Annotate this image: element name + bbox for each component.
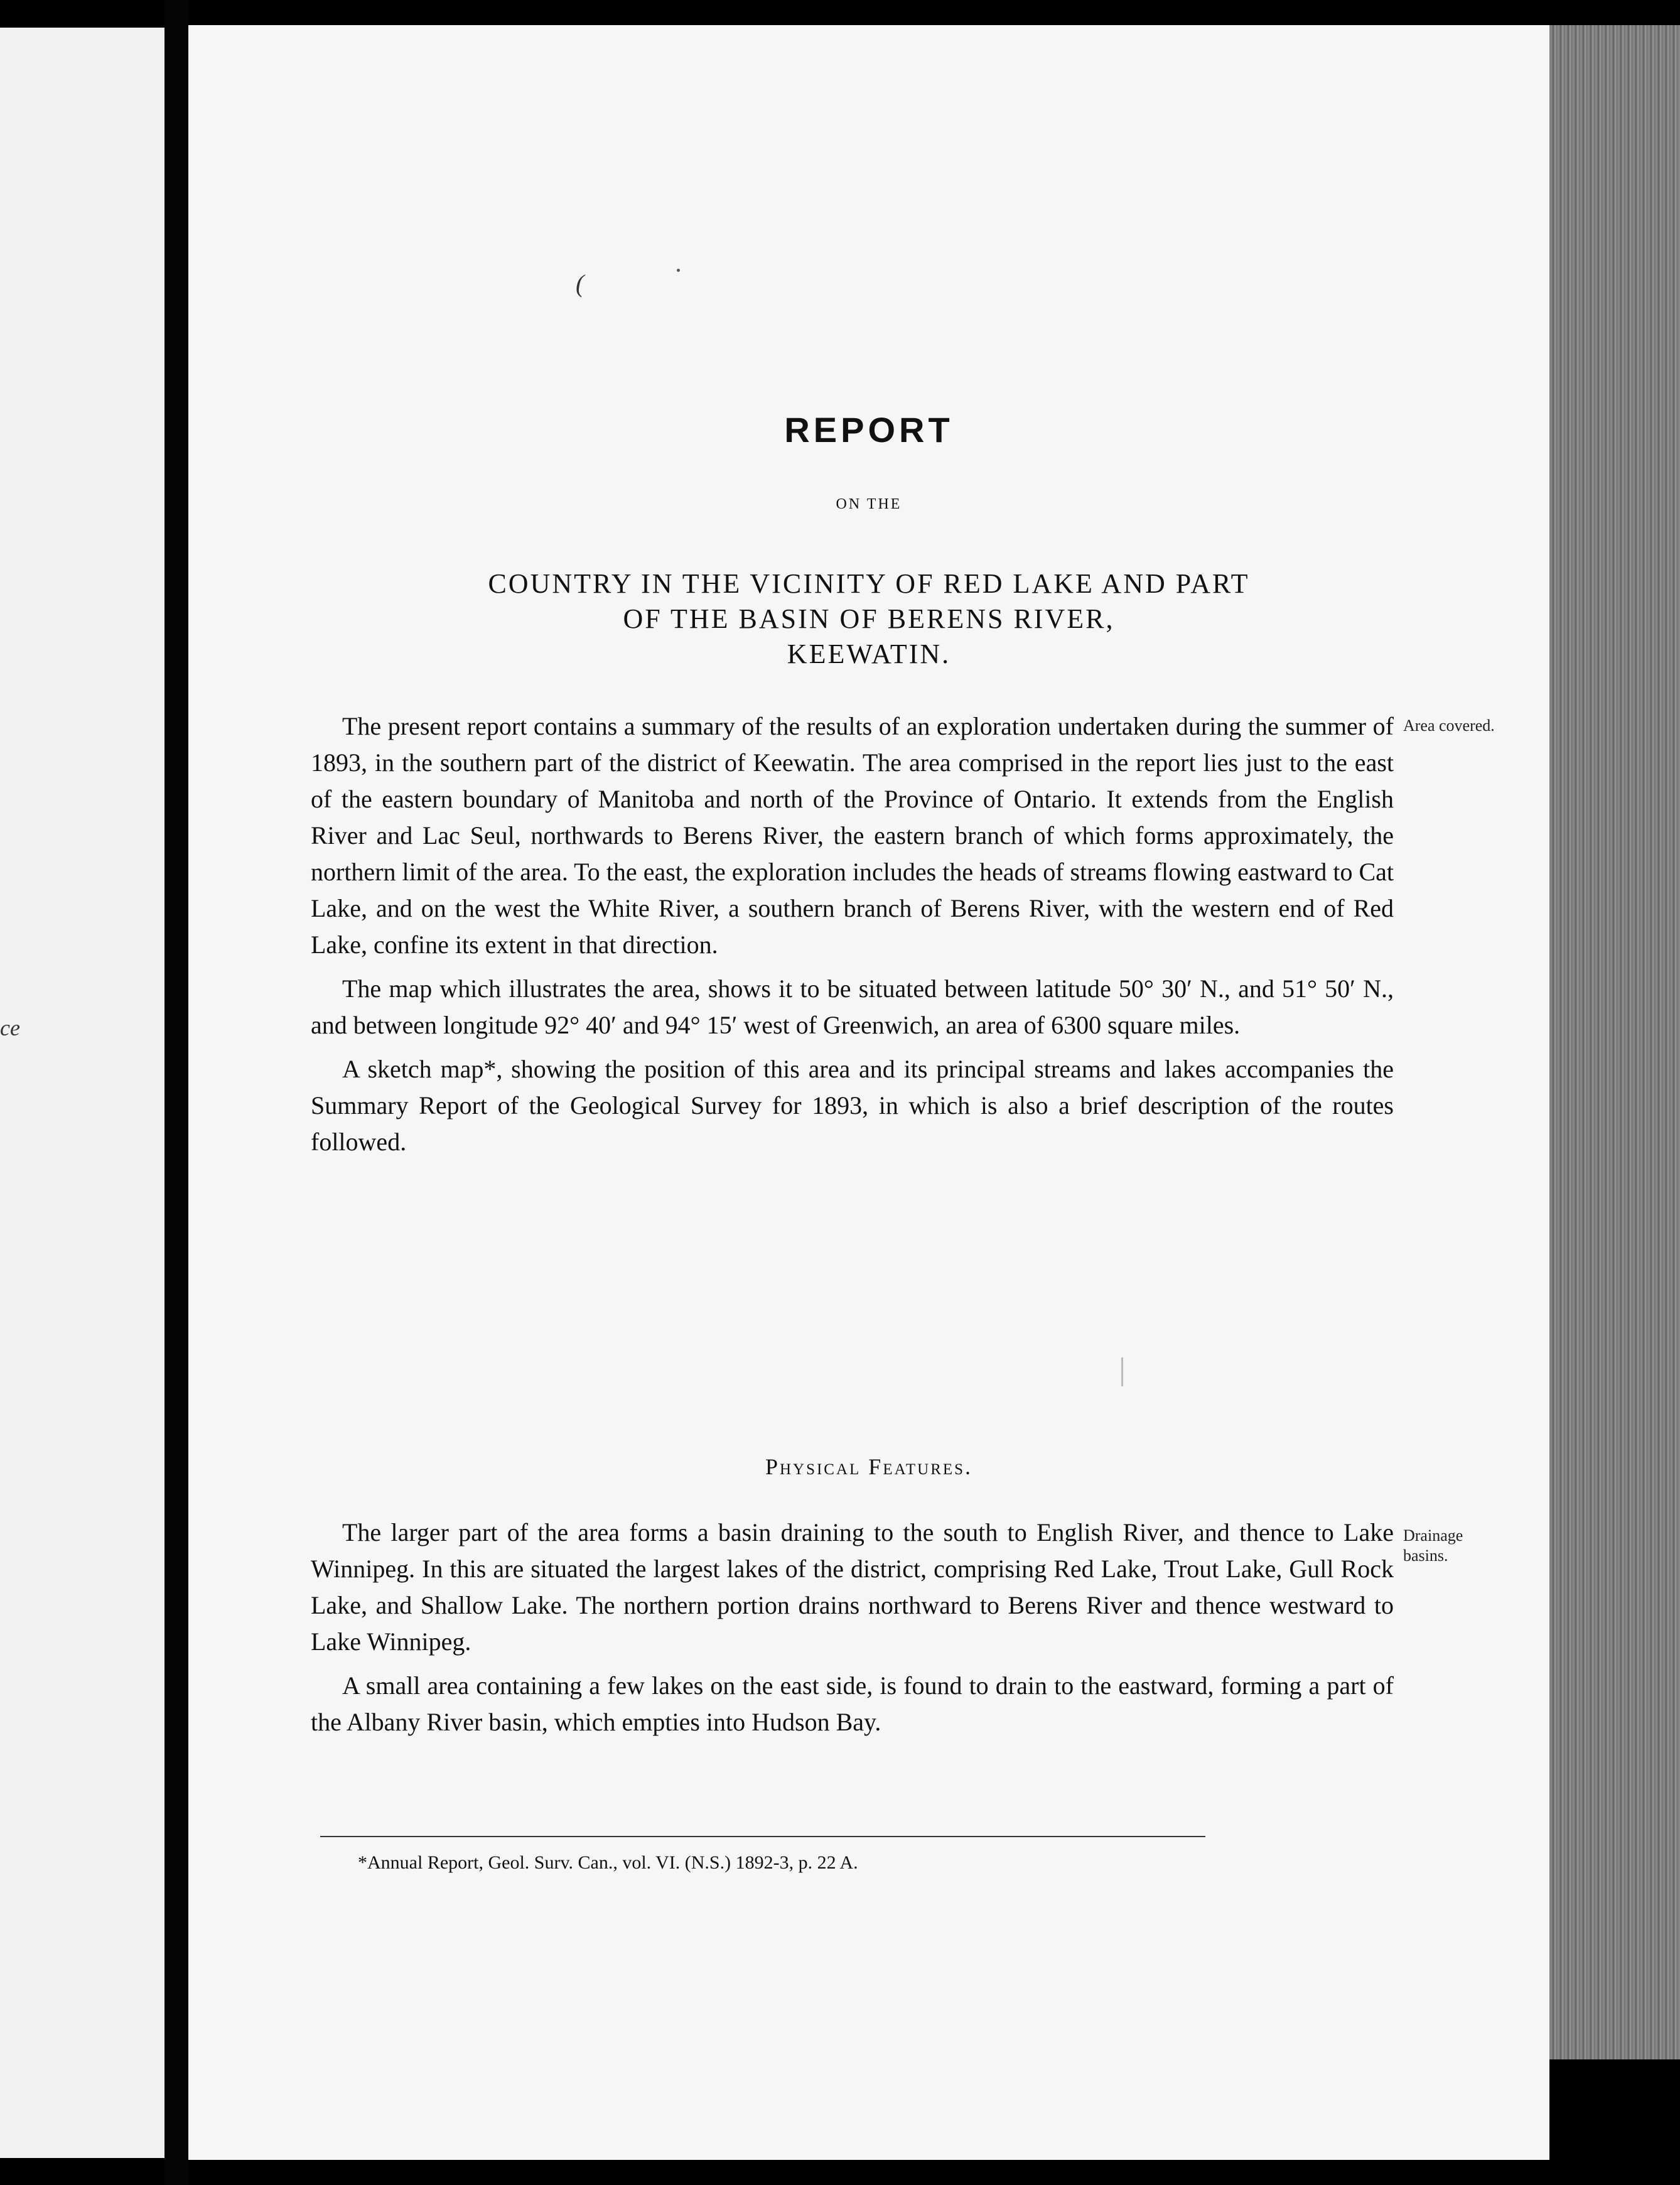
intro-paragraph-3: A sketch map*, showing the position of this area and its principal streams and lakes accompanies the Summary Report of the Geological Survey for 1893, in which is also a brief description of the routes followed. (311, 1055, 1394, 1156)
intro-section (311, 708, 1394, 1168)
intro-paragraph-2: The map which illustrates the area, shows it to be situated between latitude 50° 30′ N., and 51° 50′ N., and between longitude 92° 40′ and 94° 15′ west of Greenwich, an area of 6300 square miles. (311, 974, 1394, 1039)
subtitle-line-1: COUNTRY IN THE VICINITY OF RED LAKE AND PART (488, 568, 1250, 599)
subtitle-line-3: KEEWATIN. (787, 639, 951, 669)
physical-features-section (311, 1514, 1394, 1748)
stray-tick-mark (1121, 1357, 1123, 1386)
sidenote-drainage-basins (1403, 1526, 1463, 1566)
footnote-rule (320, 1836, 1205, 1837)
subtitle-line-2: OF THE BASIN OF BERENS RIVER, (623, 603, 1115, 634)
sidenote-drainage-line-2: basins. (1403, 1546, 1448, 1565)
intro-paragraph-1: The present report contains a summary of the results of an exploration undertaken during the summer of 1893, in the southern part of the district of Keewatin. The area comprised in the report lies just to the east of the eastern boundary of Manitoba and north of the Province of Ontario. It extends from the English River and Lac Seul, northwards to Berens River, the eastern branch of which forms approximately, the northern limit of the area. To the east, the exploration includes the heads of streams flowing eastward to Cat Lake, and on the west the White River, a southern branch of Berens River, with the western end of Red Lake, confine its extent in that direction. (311, 712, 1394, 959)
facing-page (0, 28, 164, 2158)
book-gutter (164, 0, 188, 2185)
section-heading-physical-features: Physical Features. (765, 1454, 973, 1479)
stray-pen-mark: ( (576, 269, 584, 298)
facing-page-margin-fragment: ce (0, 1015, 20, 1040)
stray-dot-mark (677, 269, 680, 272)
page-edges (1549, 25, 1680, 2059)
report-subtitle (188, 566, 1549, 672)
footnote: *Annual Report, Geol. Surv. Can., vol. VI. (N.S.) 1892-3, p. 22 A. (358, 1852, 858, 1873)
page-edges-shadow (1549, 2059, 1680, 2185)
document-page (188, 25, 1549, 2160)
physical-paragraph-1: The larger part of the area forms a basin draining to the south to English River, and thence to Lake Winnipeg. In this are situated the largest lakes of the district, comprising Red Lake, Trout Lake, Gull Rock Lake, and Shallow Lake. The northern portion drains northward to Berens River and thence westward to Lake Winnipeg. (311, 1518, 1394, 1656)
title-connector: ON THE (836, 496, 902, 512)
sidenote-drainage-line-1: Drainage (1403, 1526, 1463, 1545)
report-title: REPORT (784, 410, 954, 450)
physical-paragraph-2: A small area containing a few lakes on the east side, is found to drain to the eastward, forming a part of the Albany River basin, which empties into Hudson Bay. (311, 1671, 1394, 1736)
sidenote-area-covered: Area covered. (1403, 716, 1495, 735)
